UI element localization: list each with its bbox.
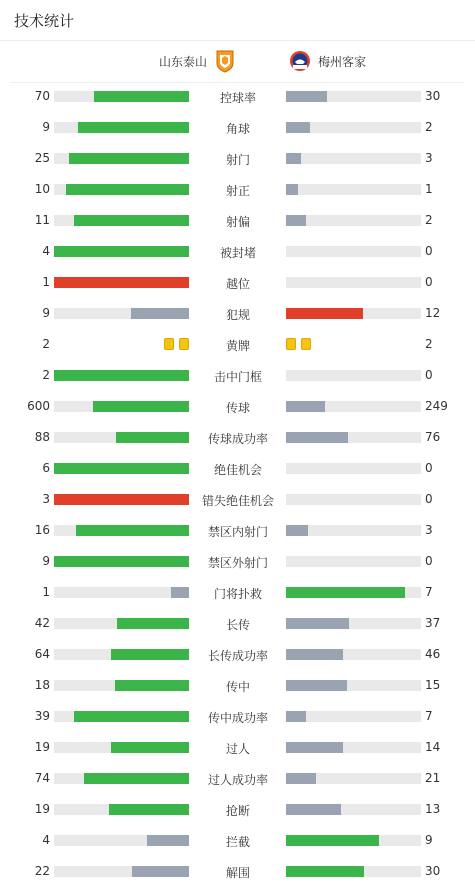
away-team[interactable] xyxy=(288,49,366,73)
away-stat-bar-fill xyxy=(286,649,343,660)
away-stat-bar xyxy=(286,711,421,722)
stat-label: 禁区外射门 xyxy=(207,556,268,570)
home-stat-value: 6 xyxy=(42,461,50,475)
home-stat-bar-fill xyxy=(54,463,189,474)
home-stat-value: 39 xyxy=(34,709,50,723)
away-stat-value: 30 xyxy=(425,89,441,103)
away-stat-bar xyxy=(286,463,421,474)
stat-label: 禁区内射门 xyxy=(207,525,268,539)
away-stat-bar-fill xyxy=(286,432,348,443)
stat-row xyxy=(0,174,475,205)
away-stat-value: 2 xyxy=(425,337,433,351)
stat-row xyxy=(0,670,475,701)
home-stat-value: 9 xyxy=(42,306,50,320)
away-stat-bar xyxy=(286,122,421,133)
stat-label: 传中成功率 xyxy=(207,711,268,725)
home-stat-value: 25 xyxy=(34,151,50,165)
home-stat-value: 19 xyxy=(34,802,50,816)
home-stat-bar xyxy=(54,618,189,629)
home-stat-bar-fill xyxy=(74,711,189,722)
home-stat-bar-fill xyxy=(132,866,189,877)
stat-row xyxy=(0,856,475,887)
stat-row xyxy=(0,143,475,174)
away-stat-bar xyxy=(286,649,421,660)
away-stat-value: 7 xyxy=(425,585,433,599)
away-stat-bar-fill xyxy=(286,153,301,164)
stat-row xyxy=(0,267,475,298)
away-stat-value: 13 xyxy=(425,802,441,816)
home-stat-value: 9 xyxy=(42,120,50,134)
meizhou-hakka-crest-icon xyxy=(288,49,312,73)
home-stat-bar-fill xyxy=(84,773,189,784)
home-stat-bar-fill xyxy=(94,91,189,102)
home-stat-value: 9 xyxy=(42,554,50,568)
home-stat-value: 2 xyxy=(42,368,50,382)
stat-row xyxy=(0,577,475,608)
yellow-card-icon xyxy=(301,338,311,350)
home-stat-bar xyxy=(54,835,189,846)
home-stat-bar xyxy=(54,711,189,722)
stat-label: 拦截 xyxy=(225,835,250,849)
home-stat-bar xyxy=(54,91,189,102)
stat-label: 控球率 xyxy=(219,91,256,105)
home-stat-bar-fill xyxy=(54,494,189,505)
home-stat-bar-fill xyxy=(171,587,189,598)
away-stat-bar-fill xyxy=(286,587,405,598)
home-team-name: 山东泰山 xyxy=(158,54,207,69)
home-stat-bar xyxy=(54,773,189,784)
stat-row xyxy=(0,484,475,515)
away-stat-bar xyxy=(286,680,421,691)
stat-label: 传球成功率 xyxy=(207,432,268,446)
page-title: 技术统计 xyxy=(14,12,75,30)
away-stat-bar-fill xyxy=(286,835,379,846)
stat-row xyxy=(0,825,475,856)
stat-row xyxy=(0,639,475,670)
teams-bar xyxy=(10,41,465,83)
home-stat-bar-fill xyxy=(78,122,189,133)
stat-row xyxy=(0,360,475,391)
away-stat-value: 1 xyxy=(425,182,433,196)
home-stat-value: 3 xyxy=(42,492,50,506)
home-stat-bar-fill xyxy=(93,401,189,412)
home-stat-value: 18 xyxy=(34,678,50,692)
home-stat-bar-fill xyxy=(54,277,189,288)
away-stat-value: 15 xyxy=(425,678,441,692)
home-stat-value: 1 xyxy=(42,275,50,289)
away-stat-bar-fill xyxy=(286,184,298,195)
home-stat-bar xyxy=(54,804,189,815)
home-stat-bar xyxy=(54,184,189,195)
home-stat-bar xyxy=(54,122,189,133)
away-stat-value: 0 xyxy=(425,368,433,382)
home-stat-bar-fill xyxy=(74,215,189,226)
stat-label: 长传成功率 xyxy=(207,649,268,663)
away-stat-value: 0 xyxy=(425,244,433,258)
home-stat-bar-fill xyxy=(54,370,189,381)
stat-row xyxy=(0,701,475,732)
home-stat-value: 64 xyxy=(34,647,50,661)
yellow-card-icon xyxy=(286,338,296,350)
away-stat-bar-fill xyxy=(286,711,306,722)
stat-row xyxy=(0,391,475,422)
stat-row xyxy=(0,515,475,546)
away-stat-bar xyxy=(286,866,421,877)
away-stat-bar xyxy=(286,153,421,164)
away-stat-bar xyxy=(286,91,421,102)
home-stat-bar xyxy=(54,680,189,691)
home-stat-bar xyxy=(54,649,189,660)
away-stat-bar xyxy=(286,835,421,846)
home-stat-bar-fill xyxy=(111,742,189,753)
home-stat-value: 88 xyxy=(34,430,50,444)
stat-row xyxy=(0,81,475,112)
away-stat-bar-fill xyxy=(286,804,341,815)
away-stat-bar xyxy=(286,618,421,629)
away-stat-bar xyxy=(286,556,421,567)
home-stat-value: 16 xyxy=(34,523,50,537)
away-stat-value: 21 xyxy=(425,771,441,785)
away-stat-bar xyxy=(286,587,421,598)
stat-row xyxy=(0,298,475,329)
home-stat-bar xyxy=(54,463,189,474)
home-stat-bar-fill xyxy=(116,432,189,443)
stat-row xyxy=(0,453,475,484)
stat-label: 长传 xyxy=(225,618,250,632)
shandong-taishan-crest-icon xyxy=(213,49,237,73)
away-stat-bar-fill xyxy=(286,618,349,629)
stat-row xyxy=(0,329,475,360)
home-stat-bar-fill xyxy=(54,246,189,257)
home-stat-bar xyxy=(54,215,189,226)
away-stat-bar-fill xyxy=(286,680,347,691)
away-team-name: 梅州客家 xyxy=(318,54,367,69)
stat-label: 过人 xyxy=(225,742,250,756)
home-stat-bar xyxy=(54,308,189,319)
away-stat-value: 0 xyxy=(425,492,433,506)
stat-label: 错失绝佳机会 xyxy=(201,494,274,508)
away-stat-value: 76 xyxy=(425,430,441,444)
home-stat-bar-fill xyxy=(131,308,189,319)
yellow-card-icon xyxy=(164,338,174,350)
home-team[interactable] xyxy=(159,49,237,73)
stat-row xyxy=(0,112,475,143)
home-stat-bar xyxy=(54,494,189,505)
home-stat-bar-fill xyxy=(76,525,189,536)
stat-label: 犯规 xyxy=(225,308,250,322)
away-stat-value: 2 xyxy=(425,120,433,134)
away-stat-value: 46 xyxy=(425,647,441,661)
home-stat-bar xyxy=(54,866,189,877)
home-stat-bar xyxy=(54,525,189,536)
home-stat-bar-fill xyxy=(69,153,189,164)
stat-label: 解围 xyxy=(225,866,250,880)
home-stat-bar xyxy=(54,432,189,443)
home-stat-value: 70 xyxy=(34,89,50,103)
home-stat-bar-fill xyxy=(66,184,189,195)
away-stat-bar xyxy=(286,401,421,412)
stat-label: 射门 xyxy=(225,153,250,167)
stat-row xyxy=(0,794,475,825)
home-stat-value: 42 xyxy=(34,616,50,630)
home-stat-bar xyxy=(54,277,189,288)
stat-row xyxy=(0,763,475,794)
home-stat-bar xyxy=(54,556,189,567)
stats-header xyxy=(0,0,475,41)
home-stat-bar-fill xyxy=(117,618,189,629)
stat-label: 黄牌 xyxy=(225,339,250,353)
stat-label: 角球 xyxy=(225,122,250,136)
away-stat-value: 3 xyxy=(425,523,433,537)
stat-row xyxy=(0,546,475,577)
away-stat-bar xyxy=(286,742,421,753)
home-stat-bar-fill xyxy=(111,649,189,660)
home-stat-value: 1 xyxy=(42,585,50,599)
home-stat-bar-fill xyxy=(54,556,189,567)
away-stat-value: 3 xyxy=(425,151,433,165)
stat-label: 传球 xyxy=(225,401,250,415)
away-stat-value: 9 xyxy=(425,833,433,847)
away-stat-value: 0 xyxy=(425,461,433,475)
home-stat-bar xyxy=(54,742,189,753)
away-stat-bar xyxy=(286,494,421,505)
stat-row xyxy=(0,205,475,236)
away-stat-bar xyxy=(286,525,421,536)
stat-label: 击中门框 xyxy=(213,370,262,384)
home-stat-bar-fill xyxy=(115,680,189,691)
stat-row xyxy=(0,732,475,763)
home-stat-value: 10 xyxy=(34,182,50,196)
home-stat-bar-fill xyxy=(147,835,189,846)
home-stat-value: 22 xyxy=(34,864,50,878)
home-stat-value: 19 xyxy=(34,740,50,754)
home-stat-bar xyxy=(54,401,189,412)
away-stat-bar-fill xyxy=(286,866,364,877)
away-stat-value: 2 xyxy=(425,213,433,227)
stat-label: 门将扑救 xyxy=(213,587,262,601)
stat-label: 射偏 xyxy=(225,215,250,229)
stat-label: 被封堵 xyxy=(219,246,256,260)
stat-row xyxy=(0,236,475,267)
home-stat-value: 74 xyxy=(34,771,50,785)
stat-label: 抢断 xyxy=(225,804,250,818)
away-stat-bar-fill xyxy=(286,308,363,319)
away-stat-bar-fill xyxy=(286,91,327,102)
away-stat-bar xyxy=(286,184,421,195)
stat-row xyxy=(0,422,475,453)
away-stat-bar xyxy=(286,215,421,226)
home-stat-bar xyxy=(54,246,189,257)
away-stat-value: 30 xyxy=(425,864,441,878)
stats-list xyxy=(0,81,475,887)
away-stat-bar xyxy=(286,308,421,319)
home-stat-value: 11 xyxy=(34,213,50,227)
away-stat-value: 0 xyxy=(425,275,433,289)
home-stat-value: 600 xyxy=(27,399,50,413)
away-stat-bar-fill xyxy=(286,773,316,784)
stat-label: 越位 xyxy=(225,277,250,291)
away-stat-bar xyxy=(286,370,421,381)
away-stat-bar-fill xyxy=(286,401,325,412)
home-stat-bar xyxy=(54,153,189,164)
away-stat-bar-fill xyxy=(286,122,310,133)
away-stat-bar xyxy=(286,804,421,815)
away-stat-bar-fill xyxy=(286,525,308,536)
away-stat-bar xyxy=(286,277,421,288)
away-stat-value: 249 xyxy=(425,399,448,413)
away-stat-value: 37 xyxy=(425,616,441,630)
away-stat-value: 0 xyxy=(425,554,433,568)
home-stat-bar xyxy=(54,370,189,381)
away-stat-value: 14 xyxy=(425,740,441,754)
home-stat-value: 4 xyxy=(42,833,50,847)
yellow-card-icon xyxy=(179,338,189,350)
away-stat-bar xyxy=(286,246,421,257)
away-stat-bar-fill xyxy=(286,742,343,753)
stat-row xyxy=(0,608,475,639)
away-stat-bar-fill xyxy=(286,215,306,226)
away-stat-bar xyxy=(286,432,421,443)
home-stat-value: 4 xyxy=(42,244,50,258)
away-stat-bar xyxy=(286,773,421,784)
away-stat-value: 7 xyxy=(425,709,433,723)
stat-label: 绝佳机会 xyxy=(213,463,262,477)
stat-label: 射正 xyxy=(225,184,250,198)
home-stat-bar xyxy=(54,587,189,598)
home-stat-value: 2 xyxy=(42,337,50,351)
home-stat-bar-fill xyxy=(109,804,189,815)
stat-label: 传中 xyxy=(225,680,250,694)
away-stat-value: 12 xyxy=(425,306,441,320)
stat-label: 过人成功率 xyxy=(207,773,268,787)
